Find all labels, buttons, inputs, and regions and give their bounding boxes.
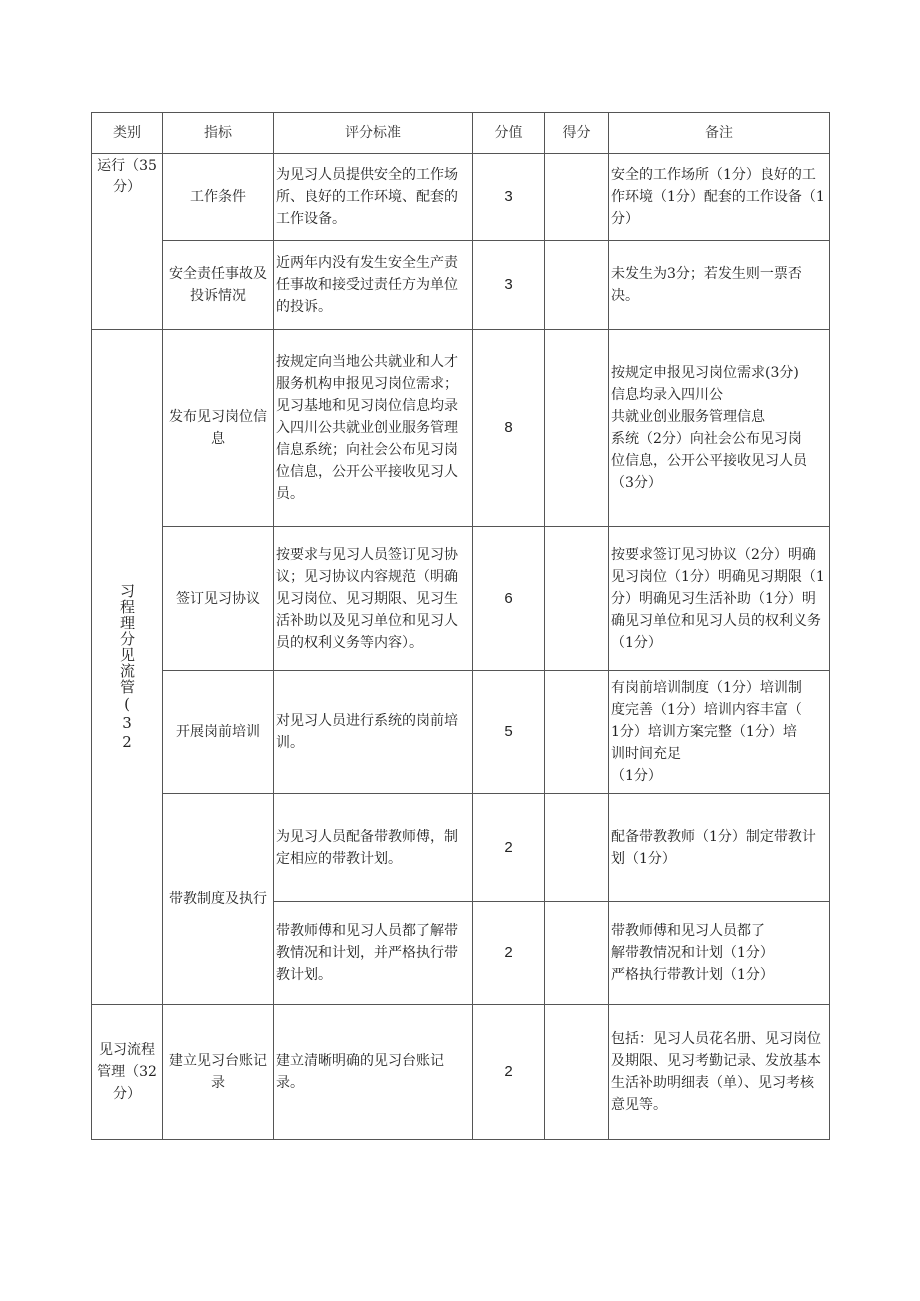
criteria-cell: 对见习人员进行系统的岗前培训。 bbox=[274, 671, 473, 794]
notes-cell: 配备带教教师（1分）制定带教计划（1分） bbox=[609, 794, 830, 902]
obtained-cell[interactable] bbox=[545, 1005, 609, 1140]
score-cell: 3 bbox=[473, 154, 545, 241]
notes-cell: 安全的工作场所（1分）良好的工作环境（1分）配套的工作设备（1分） bbox=[609, 154, 830, 241]
category-process-label: 习程理分见流管(32 bbox=[118, 582, 136, 752]
indicator-cell: 工作条件 bbox=[163, 154, 274, 241]
criteria-cell: 按要求与见习人员签订见习协议；见习协议内容规范（明确见习岗位、见习期限、见习生活补助以及见习单位和见习人员的权利义务等内容）。 bbox=[274, 527, 473, 671]
notes-cell: 未发生为3分；若发生则一票否决。 bbox=[609, 241, 830, 330]
score-cell: 2 bbox=[473, 1005, 545, 1140]
header-row bbox=[92, 113, 830, 154]
indicator-cell: 安全责任事故及投诉情况 bbox=[163, 241, 274, 330]
notes-line: 信息均录入四川公 bbox=[611, 387, 723, 403]
criteria-cell: 为见习人员配备带教师傅，制定相应的带教计划。 bbox=[274, 794, 473, 902]
score-cell: 2 bbox=[473, 902, 545, 1005]
notes-line: 严格执行带教计划（1分） bbox=[611, 967, 774, 983]
score-cell: 6 bbox=[473, 527, 545, 671]
obtained-cell[interactable] bbox=[545, 527, 609, 671]
notes-line: 度完善（1分）培训内容丰富（ bbox=[611, 702, 802, 718]
obtained-cell[interactable] bbox=[545, 794, 609, 902]
obtained-cell[interactable] bbox=[545, 671, 609, 794]
criteria-cell: 近两年内没有发生安全生产责任事故和接受过责任方为单位的投诉。 bbox=[274, 241, 473, 330]
notes-line: 1分）培训方案完整（1分）培 bbox=[611, 724, 797, 740]
notes-line: 带教师傅和见习人员都了 bbox=[611, 923, 765, 939]
notes-line: （1分） bbox=[611, 768, 662, 784]
notes-line: 共就业创业服务管理信息 bbox=[611, 409, 765, 425]
notes-line: （3分） bbox=[611, 475, 662, 491]
category-operation: 运行（35分） bbox=[92, 154, 163, 330]
notes-cell bbox=[609, 671, 830, 794]
obtained-cell[interactable] bbox=[545, 902, 609, 1005]
score-cell: 5 bbox=[473, 671, 545, 794]
notes-line: 按规定申报见习岗位需求(3分) bbox=[611, 365, 799, 381]
notes-line: 解带教情况和计划（1分） bbox=[611, 945, 774, 961]
criteria-cell: 按规定向当地公共就业和人才服务机构申报见习岗位需求；见习基地和见习岗位信息均录入四川公共就业创业服务管理信息系统；向社会公布见习岗位信息，公开公平接收见习人员。 bbox=[274, 330, 473, 527]
indicator-cell: 签订见习协议 bbox=[163, 527, 274, 671]
category-process bbox=[92, 330, 163, 1005]
notes-cell bbox=[609, 902, 830, 1005]
indicator-cell: 带教制度及执行 bbox=[163, 794, 274, 1005]
table-row bbox=[92, 1005, 830, 1140]
notes-line: 训时间充足 bbox=[611, 746, 681, 762]
evaluation-table bbox=[91, 112, 830, 1140]
notes-cell bbox=[609, 330, 830, 527]
score-cell: 2 bbox=[473, 794, 545, 902]
table-row bbox=[92, 154, 830, 241]
score-cell: 3 bbox=[473, 241, 545, 330]
header-indicator: 指标 bbox=[163, 113, 274, 154]
obtained-cell[interactable] bbox=[545, 241, 609, 330]
header-category: 类别 bbox=[92, 113, 163, 154]
criteria-cell: 为见习人员提供安全的工作场所、良好的工作环境、配套的工作设备。 bbox=[274, 154, 473, 241]
table-row bbox=[92, 794, 830, 902]
criteria-cell: 建立清晰明确的见习台账记录。 bbox=[274, 1005, 473, 1140]
notes-line: 有岗前培训制度（1分）培训制 bbox=[611, 680, 802, 696]
indicator-cell: 发布见习岗位信息 bbox=[163, 330, 274, 527]
category-ledger: 见习流程管理（32分） bbox=[92, 1005, 163, 1140]
header-obtained: 得分 bbox=[545, 113, 609, 154]
table-row bbox=[92, 527, 830, 671]
notes-cell: 包括：见习人员花名册、见习岗位及期限、见习考勤记录、发放基本生活补助明细表（单）、见习考核意见等。 bbox=[609, 1005, 830, 1140]
table-row bbox=[92, 241, 830, 330]
table-row bbox=[92, 671, 830, 794]
header-score: 分值 bbox=[473, 113, 545, 154]
score-cell: 8 bbox=[473, 330, 545, 527]
indicator-cell: 开展岗前培训 bbox=[163, 671, 274, 794]
obtained-cell[interactable] bbox=[545, 330, 609, 527]
header-notes: 备注 bbox=[609, 113, 830, 154]
notes-line: 系统（2分）向社会公布见习岗 bbox=[611, 431, 802, 447]
notes-line: 位信息，公开公平接收见习人员 bbox=[611, 453, 807, 469]
header-criteria: 评分标准 bbox=[274, 113, 473, 154]
table-row bbox=[92, 330, 830, 527]
notes-cell: 按要求签订见习协议（2分）明确见习岗位（1分）明确见习期限（1分）明确见习生活补助（1分）明确见习单位和见习人员的权利义务（1分） bbox=[609, 527, 830, 671]
indicator-cell: 建立见习台账记录 bbox=[163, 1005, 274, 1140]
obtained-cell[interactable] bbox=[545, 154, 609, 241]
criteria-cell: 带教师傅和见习人员都了解带教情况和计划，并严格执行带教计划。 bbox=[274, 902, 473, 1005]
